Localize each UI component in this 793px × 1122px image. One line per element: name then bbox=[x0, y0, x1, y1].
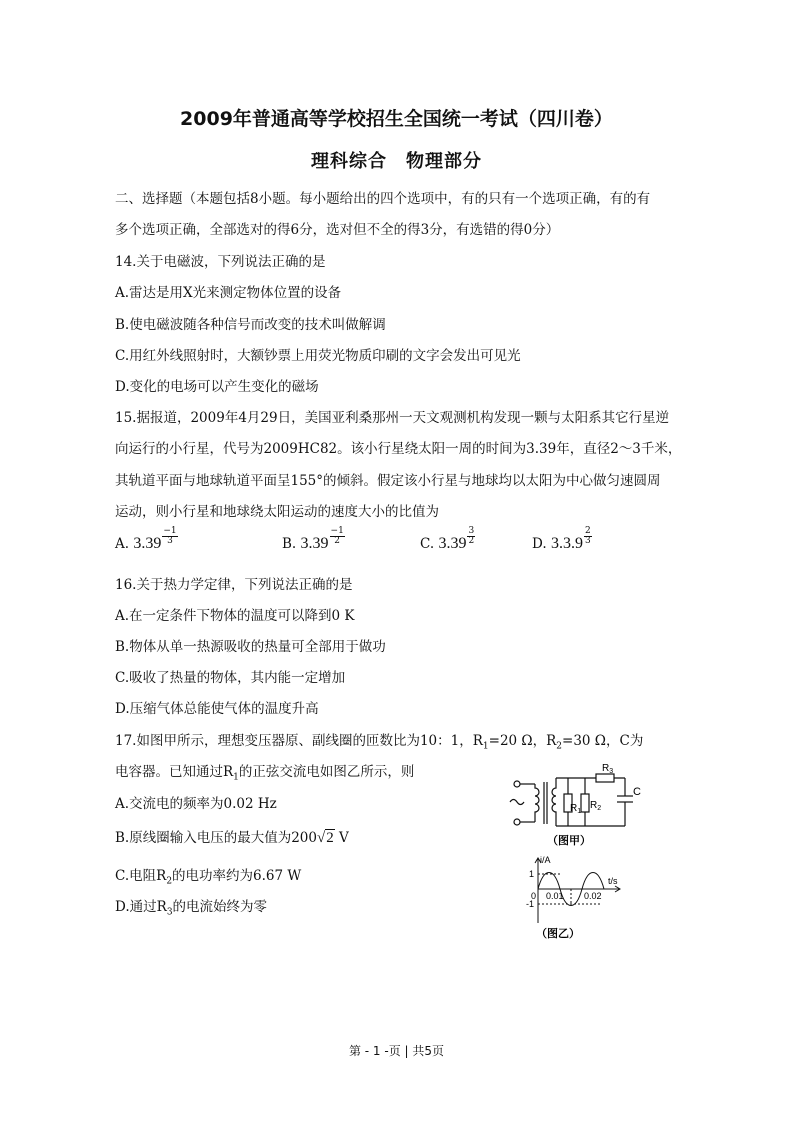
ac-source-icon bbox=[510, 800, 524, 805]
q17-line2-part2: 的正弦交流电如图乙所示，则 bbox=[238, 764, 415, 780]
q17-option-d bbox=[115, 895, 267, 918]
q17-stem-part3: =30 Ω，C为 bbox=[562, 733, 644, 749]
q15-option-b-den: 2 bbox=[334, 536, 341, 546]
q17-option-d-sub: 3 bbox=[166, 907, 173, 918]
q15-option-d bbox=[532, 526, 592, 554]
terminal-top bbox=[514, 781, 520, 787]
q16-stem: 16.关于热力学定律，下列说法正确的是 bbox=[115, 577, 353, 593]
q17-line2-part1: 电容器。已知通过R bbox=[115, 764, 234, 780]
figure-yi-caption: （图乙） bbox=[536, 928, 580, 940]
q17-stem-sub2: 2 bbox=[556, 741, 563, 752]
q15-option-c bbox=[420, 526, 475, 554]
q15-line2: 向运行的小行星，代号为2009HC82。该小行星绕太阳一周的时间为3.39年，直径2～3千米， bbox=[115, 441, 682, 457]
q17-stem bbox=[115, 729, 643, 752]
primary-coil bbox=[535, 784, 539, 822]
q15-option-c-num: 3 bbox=[468, 526, 475, 536]
page-footer: 第 - 1 -页 | 共5页 bbox=[348, 1044, 445, 1058]
q17-option-c-part2: 的电功率约为6.67 W bbox=[172, 868, 302, 884]
tick-t1: 0.01 bbox=[546, 891, 564, 901]
q15-option-a bbox=[115, 526, 178, 554]
q17-option-b-sqrt: √2 bbox=[316, 830, 334, 846]
label-r2: $R_2$ bbox=[590, 800, 602, 812]
q16-option-c: C.吸收了热量的物体，其内能一定增加 bbox=[115, 670, 346, 686]
tick-positive: 1 bbox=[529, 869, 535, 879]
q15-option-b-label: B. bbox=[282, 536, 301, 552]
section-intro-line2: 多个选项正确，全部选对的得6分，选对但不全的得3分，有选错的得0分） bbox=[115, 222, 560, 238]
q15-option-b-num: 1 bbox=[338, 526, 344, 536]
q14-option-a: A.雷达是用X光来测定物体位置的设备 bbox=[115, 285, 342, 301]
q17-option-b bbox=[115, 826, 349, 847]
q16-option-d: D.压缩气体总能使气体的温度升高 bbox=[115, 701, 319, 717]
q15-option-d-num: 2 bbox=[584, 526, 591, 536]
q14-option-b: B.使电磁波随各种信号而改变的技术叫做解调 bbox=[115, 317, 386, 333]
label-r1: $R_1$ bbox=[570, 803, 582, 815]
q15-line4: 运动，则小行星和地球绕太阳运动的速度大小的比值为 bbox=[115, 504, 439, 520]
q15-option-b-base: 3.39 bbox=[300, 535, 329, 552]
q15-option-c-base: 3.39 bbox=[438, 535, 467, 552]
q15-line1: 15.据报道，2009年4月29日，美国亚利桑那州一天文观测机构发现一颗与太阳系其它行星逆 bbox=[115, 410, 670, 426]
q17-option-c bbox=[115, 864, 301, 887]
q17-option-b-radicand: 2 bbox=[326, 830, 334, 846]
q15-line3: 其轨道平面与地球轨道平面呈155°的倾斜。假定该小行星与地球均以太阳为中心做匀速圆周 bbox=[115, 473, 661, 489]
resistor-r3 bbox=[596, 774, 614, 782]
q15-option-d-exponent bbox=[584, 527, 592, 546]
q17-option-c-part1: C.电阻R bbox=[115, 868, 167, 884]
section-intro-line1: 二、选择题（本题包括8小题。每小题给出的四个选项中，有的只有一个选项正确，有的有 bbox=[115, 191, 651, 207]
y-axis-label: i/A bbox=[540, 855, 551, 865]
q15-option-a-base: 3.39 bbox=[133, 535, 162, 552]
q16-option-b: B.物体从单一热源吸收的热量可全部用于做功 bbox=[115, 639, 386, 655]
origin-label: 0 bbox=[531, 891, 537, 901]
q14-stem: 14.关于电磁波，下列说法正确的是 bbox=[115, 254, 326, 270]
page-subtitle: 理科综合 物理部分 bbox=[311, 151, 482, 172]
resistor-r2 bbox=[581, 794, 589, 812]
q15-option-a-label: A. bbox=[115, 536, 134, 552]
q17-stem-sub1: 1 bbox=[482, 741, 489, 752]
figure-yi-graph bbox=[522, 853, 627, 945]
secondary-coil bbox=[552, 778, 556, 826]
terminal-bottom bbox=[514, 819, 520, 825]
q14-option-c: C.用红外线照射时，大额钞票上用荧光物质印刷的文字会发出可见光 bbox=[115, 348, 521, 364]
q15-option-c-exponent bbox=[467, 527, 475, 546]
q17-line2 bbox=[115, 760, 414, 783]
q15-option-b-exponent bbox=[330, 527, 345, 546]
figure-jia-caption: （图甲） bbox=[547, 835, 591, 847]
q17-option-b-part2: V bbox=[334, 830, 349, 846]
page-title: 2009年普通高等学校招生全国统一考试（四川卷） bbox=[180, 108, 613, 130]
q15-option-a-exponent bbox=[162, 527, 177, 546]
q17-line2-sub1: 1 bbox=[233, 772, 239, 783]
q15-option-c-den: 2 bbox=[468, 536, 475, 546]
q15-option-a-sign: − bbox=[163, 526, 171, 536]
q17-stem-part2: =20 Ω，R bbox=[488, 733, 557, 749]
q15-option-a-num: 1 bbox=[170, 526, 177, 536]
q15-option-c-label: C. bbox=[420, 536, 439, 552]
q15-option-d-label: D. bbox=[532, 536, 551, 552]
tick-t2: 0.02 bbox=[584, 891, 602, 901]
label-r3: $R_3$ bbox=[602, 763, 614, 775]
q15-option-d-base: 3.3.9 bbox=[550, 535, 583, 552]
q17-option-d-part1: D.通过R bbox=[115, 899, 167, 915]
q17-option-a: A.交流电的频率为0.02 Hz bbox=[115, 796, 277, 812]
q17-option-c-sub: 2 bbox=[166, 876, 173, 887]
q15-option-b-sign: − bbox=[330, 526, 339, 536]
q15-option-b bbox=[282, 526, 345, 554]
q17-option-d-part2: 的电流始终为零 bbox=[172, 899, 268, 915]
q15-option-d-den: 3 bbox=[584, 536, 591, 546]
figure-jia-circuit bbox=[505, 760, 645, 855]
q16-option-a: A.在一定条件下物体的温度可以降到0 K bbox=[115, 608, 355, 624]
q17-option-b-part1: B.原线圈输入电压的最大值为200 bbox=[115, 830, 317, 846]
tick-negative: -1 bbox=[526, 899, 535, 909]
label-c: C bbox=[633, 786, 641, 798]
x-axis-label: t/s bbox=[608, 876, 618, 886]
q17-stem-part1: 17.如图甲所示，理想变压器原、副线圈的匝数比为10：1，R bbox=[115, 733, 483, 749]
q14-option-d: D.变化的电场可以产生变化的磁场 bbox=[115, 379, 319, 395]
q15-option-a-den: 3 bbox=[167, 536, 173, 546]
